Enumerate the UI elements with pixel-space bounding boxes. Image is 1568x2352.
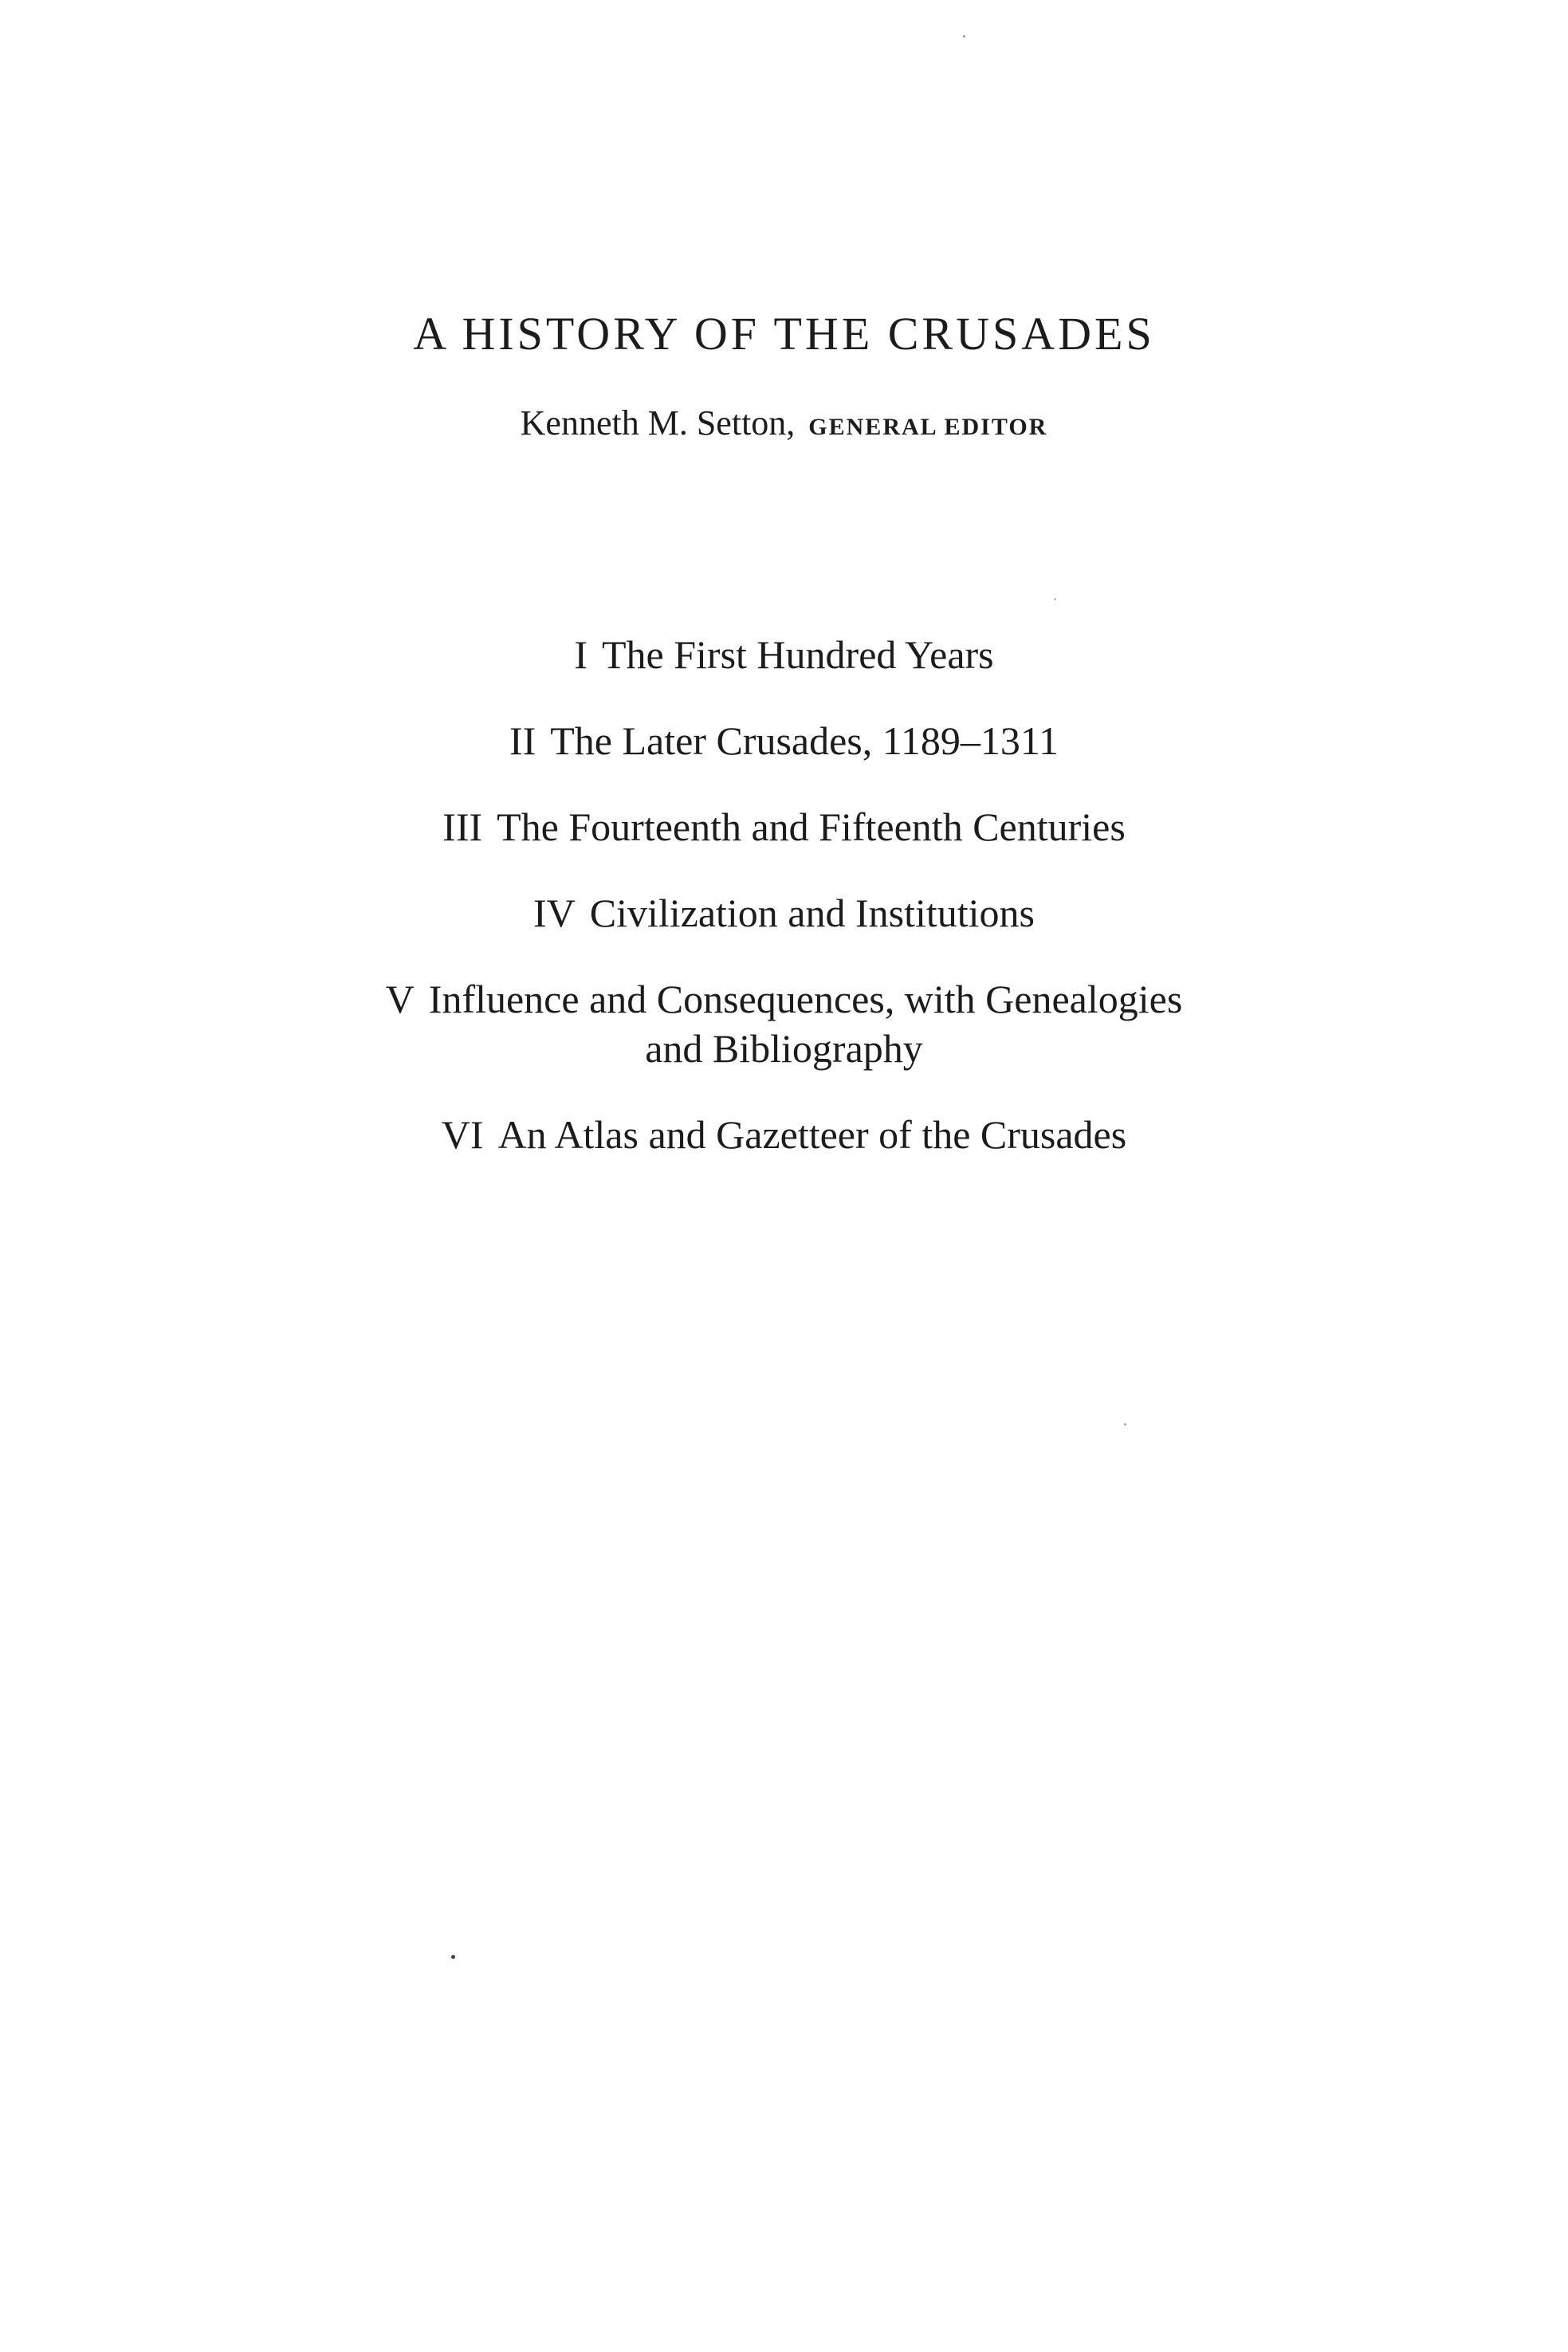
volume-number: III <box>442 804 483 849</box>
volume-item <box>0 802 1568 852</box>
series-title: A HISTORY OF THE CRUSADES <box>413 308 1155 360</box>
volume-title: Influence and Consequences, with Genealogies <box>428 977 1183 1021</box>
volume-title-continuation: and Bibliography <box>645 1026 923 1071</box>
volume-number: IV <box>532 891 576 935</box>
volume-item <box>0 974 1568 1073</box>
volume-number: II <box>509 718 536 763</box>
editor-name: Kenneth M. Setton, <box>520 403 796 442</box>
editor-role: GENERAL EDITOR <box>808 414 1048 440</box>
volume-number: V <box>385 977 415 1021</box>
volume-number: VI <box>441 1112 484 1157</box>
editor-line <box>0 403 1568 443</box>
volume-title: The Fourteenth and Fifteenth Centuries <box>497 804 1126 849</box>
scan-speck <box>451 1955 455 1959</box>
volume-title: Civilization and Institutions <box>589 891 1036 935</box>
scan-speck <box>1124 1423 1126 1426</box>
volume-title: The First Hundred Years <box>602 632 994 677</box>
scan-speck <box>1054 598 1056 600</box>
volume-title: An Atlas and Gazetteer of the Crusades <box>497 1112 1127 1157</box>
volume-list <box>0 630 1568 1196</box>
scan-speck <box>963 35 965 37</box>
volume-number: I <box>574 632 588 677</box>
volume-item <box>0 716 1568 765</box>
volume-item <box>0 1110 1568 1159</box>
volume-item <box>0 630 1568 679</box>
volume-title: The Later Crusades, 1189–1311 <box>550 718 1059 763</box>
volume-item <box>0 888 1568 938</box>
